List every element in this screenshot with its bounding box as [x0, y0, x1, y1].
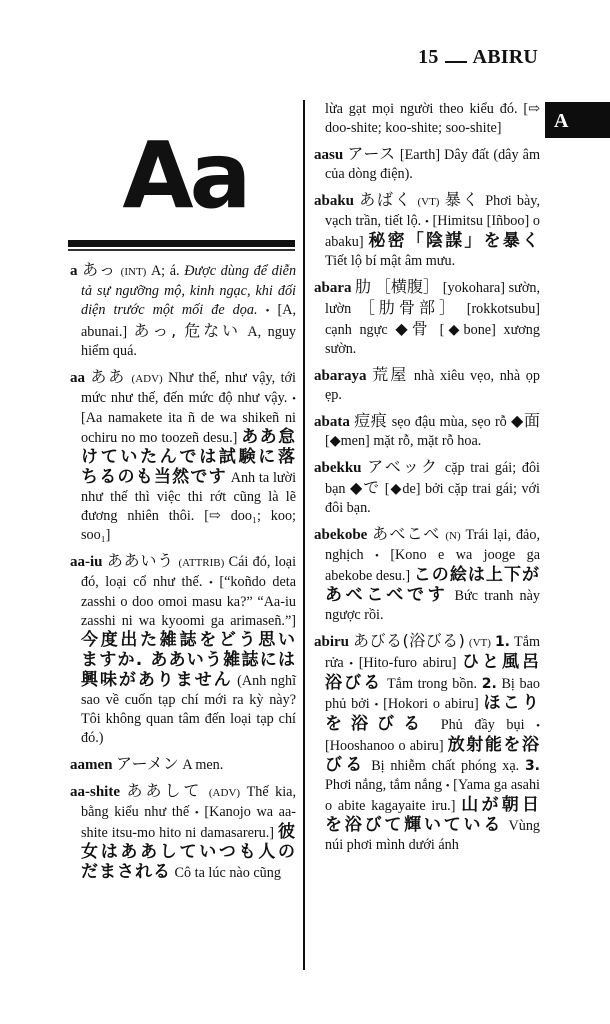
gloss: Thế kia, bằng kiểu như thế — [81, 784, 297, 820]
example-bullet-icon: • — [375, 550, 379, 562]
example-translation: Bức tranh này ngược rồi. — [325, 588, 540, 623]
example-romaji: [Kanojo wa aa-shite itsu-mo hito ni damasareru.] — [81, 804, 296, 841]
example-romaji: [Hooshanoo o abiru] — [325, 738, 444, 754]
example-bullet-icon: • — [374, 699, 379, 711]
headword: abekobe — [314, 527, 368, 543]
example-romaji: [Hito-furo abiru] — [358, 655, 457, 671]
compound-romaji: [◆bone] — [439, 322, 496, 338]
example-translation: Phủ đầy bụi — [440, 717, 525, 733]
part-of-speech: (VT) — [417, 196, 440, 208]
alt-kanji: ［横腹］ — [374, 277, 440, 296]
continuation-text: lừa gạt mọi người theo kiểu đó. — [325, 101, 518, 117]
example-translation: Bị nhiễm chất phóng xạ. — [371, 758, 520, 774]
sub-romaji: [rokkotsubu] — [466, 301, 541, 317]
cross-reference: [⇨ doo-shite; koo-shite; soo-shite] — [325, 101, 540, 136]
part-of-speech: (INT) — [120, 266, 147, 278]
gloss: sườn, lườn — [325, 280, 540, 317]
gloss: sẹo đậu mùa, sẹo rỗ — [391, 414, 507, 430]
example-romaji: [Hokori o abiru] — [383, 696, 479, 712]
compound-gloss: bởi cặp trai gái; với đôi bạn. — [325, 481, 540, 516]
entry-continuation — [314, 100, 540, 138]
headword-kanji: 暴く — [444, 190, 481, 209]
headword: abekku — [314, 460, 362, 476]
headword: abiru — [314, 634, 350, 650]
compound-japanese: ◆面 — [511, 411, 541, 430]
headword-kana: アベック — [367, 457, 440, 476]
example-translation: Anh ta lười như thế thì việc thi rớt cũng là lẽ đương nhiên thôi. — [81, 470, 297, 524]
example-romaji: [Aa namakete ita ñ de wa shikeñ ni ochiru no mo toozeñ desu.] — [81, 410, 296, 446]
headword: aa-shite — [70, 784, 120, 800]
part-of-speech: (VT) — [468, 637, 491, 649]
dictionary-entry-abata — [314, 411, 540, 451]
example-translation: Tiết lộ bí mật âm mưu. — [325, 253, 456, 269]
example-translation: Tắm trong bồn. — [386, 676, 478, 692]
gloss: A; á. — [150, 263, 180, 279]
example-japanese: 放射能を浴びる — [325, 735, 541, 775]
headword-kana: あっ — [82, 260, 117, 279]
example-japanese: この絵は上下があべこべです — [325, 565, 541, 605]
compound-gloss: xương sườn. — [325, 322, 540, 357]
thumb-index-tab: A — [545, 102, 610, 138]
example-japanese: あっ, 危ない — [133, 321, 241, 340]
gloss: Trái lại, đảo, nghịch — [325, 527, 540, 563]
left-column — [70, 260, 296, 889]
example-japanese: ほこりを浴びる — [325, 693, 541, 734]
headword-kanji: (浴びる) — [402, 631, 465, 650]
guide-word: ABIRU — [472, 46, 538, 68]
gloss: nhà xiêu vẹo, nhà ọp ẹp. — [325, 368, 540, 403]
example-bullet-icon: • — [424, 216, 429, 228]
sub-kanji: ［肋骨部］ — [358, 298, 460, 317]
headword-kanji: 肋 — [355, 277, 372, 296]
example-bullet-icon: • — [208, 577, 213, 589]
example-japanese: ひと風呂浴びる — [325, 652, 541, 693]
headword-kanji: 痘痕 — [354, 411, 388, 430]
dictionary-entry-aa-shite — [70, 781, 296, 883]
headword-kana: ああいう — [106, 551, 175, 570]
example-bullet-icon: • — [194, 807, 199, 819]
headword-kana: あばく — [359, 190, 413, 209]
example-translation: A, nguy hiểm quá. — [81, 324, 297, 359]
gloss: [Earth] Dây đất (dây âm của dòng điện). — [325, 147, 541, 182]
headword: aa-iu — [70, 554, 103, 570]
running-head-separator — [445, 49, 467, 63]
example-translation: Cô ta lúc nào cũng — [174, 865, 281, 881]
headword: abaku — [314, 193, 355, 209]
compound-romaji: [◆men] — [325, 433, 370, 449]
headword: abaraya — [314, 368, 367, 384]
gloss-note: Được dùng để diễn tả sự ngưỡng mộ, kinh ngạc, khi đối diện trước một mối đe dọa. — [81, 263, 297, 318]
example-romaji: [A, abunai.] — [81, 302, 296, 340]
headword-kana: ああして — [126, 781, 203, 800]
headword: aasu — [314, 147, 344, 163]
example-romaji: [Himitsu [Iñboo] o abaku] — [325, 213, 541, 250]
gloss: Như thế, như vậy, tới mức như thế, đến mức độ như vậy. — [81, 370, 297, 406]
headword: a — [70, 263, 78, 279]
example-romaji: [Yama ga asahi o abite kagayaite iru.] — [325, 777, 541, 814]
page-number: 15 — [418, 46, 439, 68]
dictionary-entry-abaraya — [314, 365, 540, 405]
part-of-speech: (ATTRIB) — [178, 557, 225, 569]
section-rule-thick — [68, 240, 295, 247]
gloss: Phơi bày, vạch trần, tiết lộ. — [325, 193, 541, 229]
headword-kana: あびる — [353, 631, 403, 650]
example-japanese: 山が朝日を浴びて輝いている — [325, 795, 540, 835]
example-bullet-icon: • — [445, 780, 450, 792]
dictionary-entry-abaku — [314, 190, 540, 271]
sense-number: 3. — [524, 758, 540, 774]
example-translation: Vùng núi phơi mình dưới ánh — [325, 818, 541, 853]
cross-reference: [⇨ doo₁; koo; soo₁] — [81, 508, 296, 543]
example-romaji: [“koñdo deta zasshi o doo omoi masu ka?” “Aa-iu zasshi ni wa kyoomi ga arimaseñ.”] — [81, 574, 297, 629]
headword: aamen — [70, 757, 113, 773]
dictionary-entry-aasu — [314, 144, 540, 184]
dictionary-entry-aa-iu — [70, 551, 296, 748]
example-japanese: 秘密「陰謀」を暴く — [368, 231, 541, 251]
section-letter-heading: Aa — [122, 122, 248, 229]
dictionary-entry-aamen — [70, 754, 296, 775]
compound-japanese: ◆で — [350, 478, 381, 497]
dictionary-entry-a — [70, 260, 296, 361]
sense-number: 2. — [481, 676, 497, 692]
section-rule-thin — [68, 249, 295, 251]
headword: abata — [314, 414, 350, 430]
compound-romaji: [◆de] — [384, 481, 421, 497]
example-japanese: ああ怠けていたんでは試験に落ちるのも当然です — [81, 427, 297, 487]
sense-gloss: Phơi nắng, tắm nắng — [325, 777, 443, 793]
headword: abara — [314, 280, 352, 296]
dictionary-entry-abekobe — [314, 524, 540, 625]
headword-kana: あべこべ — [372, 524, 441, 543]
running-head — [418, 46, 538, 69]
dictionary-entry-abekku — [314, 457, 540, 518]
gloss: A men. — [182, 757, 224, 773]
column-divider — [303, 100, 305, 970]
sense-gloss: Tắm rửa — [325, 634, 541, 671]
dictionary-entry-aa — [70, 367, 296, 545]
compound-gloss: mặt rỗ, mặt rỗ hoa. — [373, 433, 482, 449]
part-of-speech: (N) — [445, 530, 461, 542]
alt-romaji: [yokohara] — [442, 280, 506, 296]
dictionary-entry-abara — [314, 277, 540, 359]
part-of-speech: (ADV) — [208, 787, 241, 799]
gloss: Cái đó, loại đó, loại cổ như thế. — [81, 554, 297, 590]
example-translation: (Anh nghĩ sao về cuốn tạp chí mới ra kỳ này? Tôi không quan tâm đến loại tạp chí đó.) — [81, 673, 297, 746]
headword-kana: アーメン — [116, 754, 179, 773]
right-column — [314, 100, 540, 861]
sense-number: 1. — [494, 634, 510, 650]
compound-japanese: ◆骨 — [395, 319, 432, 338]
headword-kanji: 荒屋 — [372, 365, 409, 384]
example-japanese: 今度出た雑誌をどう思いますか. ああいう雑誌には興味がありません — [81, 630, 296, 690]
example-romaji: [Kono e wa jooge ga abekobe desu.] — [325, 547, 540, 584]
sub-gloss: cạnh ngực — [325, 322, 388, 338]
part-of-speech: (ADV) — [131, 373, 163, 385]
headword-kana: アース — [347, 144, 396, 163]
dictionary-entry-abiru — [314, 631, 540, 855]
example-japanese: 彼女はああしていつも人のだまされる — [81, 822, 296, 882]
headword: aa — [70, 370, 85, 386]
example-bullet-icon: • — [265, 305, 270, 317]
example-bullet-icon: • — [292, 393, 297, 405]
example-bullet-icon: • — [536, 720, 540, 732]
headword-kana: ああ — [90, 367, 127, 386]
example-bullet-icon: • — [349, 658, 354, 670]
gloss: cặp trai gái; đôi bạn — [325, 460, 540, 497]
sense-gloss: Bị bao phủ bởi — [325, 676, 540, 712]
